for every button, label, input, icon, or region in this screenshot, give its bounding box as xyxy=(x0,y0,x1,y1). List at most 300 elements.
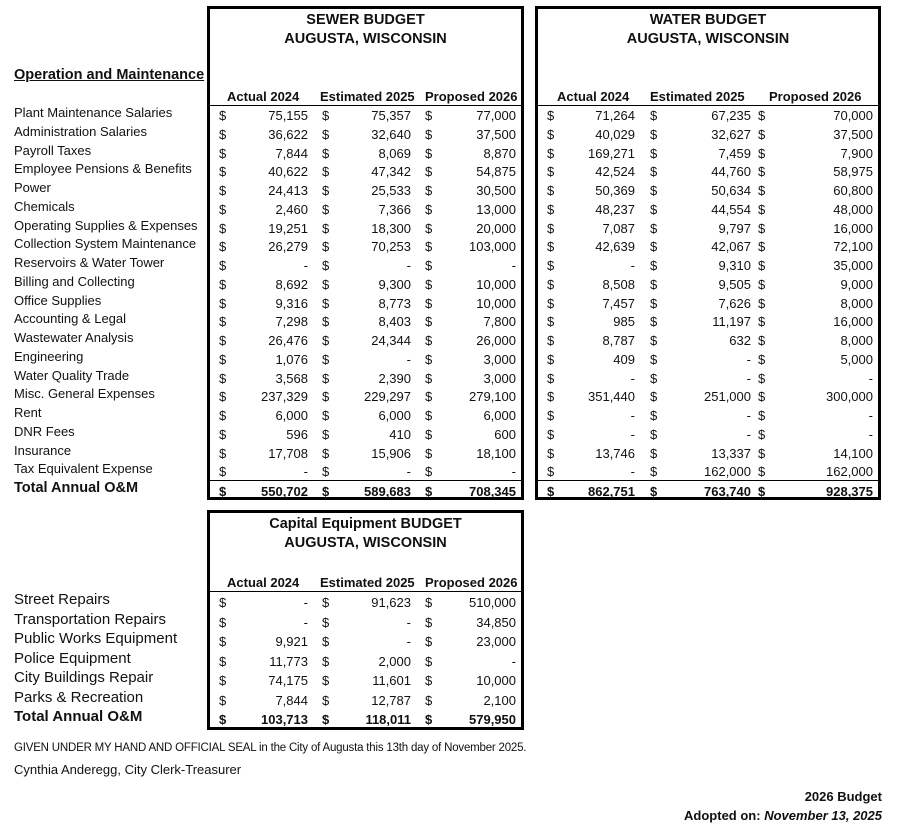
cell-value: - xyxy=(746,370,751,386)
currency-symbol: $ xyxy=(425,164,433,180)
currency-symbol: $ xyxy=(758,239,766,255)
water-col-actual-2024: Actual 2024 xyxy=(557,89,630,104)
cell-value: 2,100 xyxy=(483,692,516,708)
sewer-col-proposed-2026: Proposed 2026 xyxy=(425,89,518,104)
water-row xyxy=(538,144,878,163)
cell-value: 862,751 xyxy=(588,484,635,499)
capital-row xyxy=(210,671,521,690)
currency-symbol: $ xyxy=(425,201,433,217)
capital-row xyxy=(210,593,521,612)
currency-symbol: $ xyxy=(219,126,227,142)
cell-value: 103,713 xyxy=(261,712,308,727)
cell-value: 60,800 xyxy=(833,183,873,198)
row-label: Tax Equivalent Expense xyxy=(14,461,153,477)
currency-symbol: $ xyxy=(322,295,330,311)
currency-symbol: $ xyxy=(650,333,658,348)
water-row xyxy=(538,256,878,275)
cell-value: 7,366 xyxy=(378,201,411,217)
sewer-row xyxy=(210,294,521,313)
cell-value: 30,500 xyxy=(476,183,516,198)
row-label: Transportation Repairs xyxy=(14,610,167,628)
currency-symbol: $ xyxy=(425,445,433,461)
currency-symbol: $ xyxy=(547,314,555,330)
row-label: Collection System Maintenance xyxy=(14,236,197,252)
cell-value: 91,623 xyxy=(371,595,411,610)
capital-row xyxy=(210,691,521,710)
currency-symbol: $ xyxy=(219,164,227,180)
cell-value: 40,029 xyxy=(595,126,635,142)
currency-symbol: $ xyxy=(650,164,658,180)
adopted-date: November 13, 2025 xyxy=(764,808,882,823)
adopted-line xyxy=(684,808,882,823)
currency-symbol: $ xyxy=(219,673,227,688)
currency-symbol: $ xyxy=(758,426,766,442)
currency-symbol: $ xyxy=(758,183,766,198)
currency-symbol: $ xyxy=(758,201,766,217)
cell-value: 7,087 xyxy=(602,220,635,236)
cell-value: 8,069 xyxy=(378,145,411,161)
water-row xyxy=(538,275,878,294)
currency-symbol: $ xyxy=(322,276,330,292)
cell-value: 7,900 xyxy=(840,145,873,161)
cell-value: 9,797 xyxy=(718,220,751,236)
cell-value: 410 xyxy=(389,426,411,442)
cell-value: 169,271 xyxy=(588,145,635,161)
currency-symbol: $ xyxy=(650,108,658,123)
row-label: Chemicals xyxy=(14,198,75,214)
sewer-row xyxy=(210,181,521,200)
cell-value: - xyxy=(630,258,635,273)
header-divider xyxy=(210,591,521,592)
cell-value: - xyxy=(630,408,635,423)
cell-value: 26,279 xyxy=(268,239,308,255)
cell-value: 6,000 xyxy=(275,408,308,423)
row-label: Billing and Collecting xyxy=(14,273,135,289)
currency-symbol: $ xyxy=(650,370,658,386)
currency-symbol: $ xyxy=(219,239,227,255)
cell-value: 589,683 xyxy=(364,484,411,499)
cell-value: 708,345 xyxy=(469,484,516,499)
row-label: Public Works Equipment xyxy=(14,630,178,647)
currency-symbol: $ xyxy=(219,426,227,442)
currency-symbol: $ xyxy=(322,126,330,142)
cell-value: 24,344 xyxy=(371,333,411,348)
cell-value: 42,524 xyxy=(595,164,635,180)
capital-subtitle: AUGUSTA, WISCONSIN xyxy=(284,535,447,551)
sewer-subtitle: AUGUSTA, WISCONSIN xyxy=(284,31,447,47)
currency-symbol: $ xyxy=(547,220,555,236)
currency-symbol: $ xyxy=(219,370,227,386)
row-label: Rent xyxy=(14,405,42,420)
water-budget-table xyxy=(535,6,881,500)
cell-value: 32,627 xyxy=(711,126,751,142)
currency-symbol: $ xyxy=(650,239,658,255)
currency-symbol: $ xyxy=(425,653,433,669)
cell-value: 351,440 xyxy=(588,389,635,405)
cell-value: - xyxy=(746,351,751,367)
capital-budget-table xyxy=(207,510,524,730)
currency-symbol: $ xyxy=(547,370,555,386)
cell-value: 3,568 xyxy=(275,370,308,386)
currency-symbol: $ xyxy=(322,201,330,217)
currency-symbol: $ xyxy=(650,220,658,236)
cell-value: 118,011 xyxy=(365,712,411,727)
cell-value: 50,369 xyxy=(595,183,635,198)
cell-value: 229,297 xyxy=(364,389,411,405)
row-label: Wastewater Analysis xyxy=(14,330,134,345)
currency-symbol: $ xyxy=(650,351,658,367)
capital-col-estimated-2025: Estimated 2025 xyxy=(320,575,415,590)
currency-symbol: $ xyxy=(219,653,227,669)
water-col-proposed-2026: Proposed 2026 xyxy=(769,89,862,104)
cell-value: 409 xyxy=(613,351,635,367)
budget-label: 2026 Budget xyxy=(804,789,882,804)
cell-value: 19,251 xyxy=(268,220,308,236)
row-label: Office Supplies xyxy=(14,292,102,308)
water-title: WATER BUDGET xyxy=(649,12,767,28)
section-heading: Operation and Maintenance xyxy=(14,67,205,83)
water-row xyxy=(538,162,878,181)
cell-value: 8,000 xyxy=(840,295,873,311)
currency-symbol: $ xyxy=(322,164,330,180)
currency-symbol: $ xyxy=(322,634,330,649)
water-row xyxy=(538,106,878,125)
cell-value: 6,000 xyxy=(483,408,516,423)
currency-symbol: $ xyxy=(322,426,330,442)
currency-symbol: $ xyxy=(322,464,330,480)
water-subtitle: AUGUSTA, WISCONSIN xyxy=(626,31,790,47)
cell-value: - xyxy=(303,595,308,610)
cell-value: 9,310 xyxy=(718,258,751,273)
cell-value: 8,403 xyxy=(378,314,411,330)
currency-symbol: $ xyxy=(547,108,555,123)
cell-value: - xyxy=(630,464,635,480)
water-col-estimated-2025: Estimated 2025 xyxy=(650,89,745,104)
cell-value: 34,850 xyxy=(476,614,516,630)
capital-col-actual-2024: Actual 2024 xyxy=(227,575,300,590)
cell-value: 25,533 xyxy=(371,183,411,198)
cell-value: 7,459 xyxy=(718,145,751,161)
cell-value: 23,000 xyxy=(476,634,516,649)
currency-symbol: $ xyxy=(322,673,330,688)
cell-value: 16,000 xyxy=(833,314,873,330)
currency-symbol: $ xyxy=(219,389,227,405)
cell-value: - xyxy=(868,408,873,423)
currency-symbol: $ xyxy=(758,445,766,461)
water-row xyxy=(538,237,878,256)
cell-value: 10,000 xyxy=(476,276,516,292)
cell-value: - xyxy=(746,408,751,423)
cell-value: 44,554 xyxy=(711,201,751,217)
currency-symbol: $ xyxy=(758,484,766,499)
currency-symbol: $ xyxy=(425,408,433,423)
cell-value: - xyxy=(630,426,635,442)
currency-symbol: $ xyxy=(322,370,330,386)
cell-value: 162,000 xyxy=(704,464,751,480)
cell-value: 75,155 xyxy=(268,108,308,123)
cell-value: 7,457 xyxy=(602,295,635,311)
currency-symbol: $ xyxy=(758,464,766,480)
currency-symbol: $ xyxy=(547,239,555,255)
seal-statement: GIVEN UNDER MY HAND AND OFFICIAL SEAL in the City of Augusta this 13th day of November 2025. xyxy=(14,742,527,754)
currency-symbol: $ xyxy=(322,595,330,610)
currency-symbol: $ xyxy=(322,220,330,236)
currency-symbol: $ xyxy=(650,126,658,142)
row-label: Street Repairs xyxy=(14,591,110,608)
water-row xyxy=(538,294,878,313)
currency-symbol: $ xyxy=(758,164,766,180)
cell-value: - xyxy=(868,370,873,386)
cell-value: 44,760 xyxy=(711,164,751,180)
cell-value: 70,253 xyxy=(371,239,411,255)
total-label: Total Annual O&M xyxy=(14,480,139,496)
water-row xyxy=(538,350,878,369)
sewer-row xyxy=(210,369,521,388)
cell-value: 7,844 xyxy=(275,692,308,708)
currency-symbol: $ xyxy=(758,145,766,161)
cell-value: 2,390 xyxy=(378,370,411,386)
cell-value: - xyxy=(406,258,411,273)
water-row xyxy=(538,444,878,463)
currency-symbol: $ xyxy=(758,333,766,348)
currency-symbol: $ xyxy=(547,389,555,405)
water-row xyxy=(538,312,878,331)
water-row xyxy=(538,369,878,388)
row-label: Engineering xyxy=(14,348,84,364)
capital-title: Capital Equipment BUDGET xyxy=(269,516,462,532)
capital-row xyxy=(210,632,521,651)
cell-value: 37,500 xyxy=(476,126,516,142)
capital-row xyxy=(210,613,521,632)
sewer-row xyxy=(210,425,521,444)
currency-symbol: $ xyxy=(322,351,330,367)
cell-value: 10,000 xyxy=(476,295,516,311)
cell-value: 37,500 xyxy=(833,126,873,142)
currency-symbol: $ xyxy=(322,183,330,198)
currency-symbol: $ xyxy=(758,258,766,273)
currency-symbol: $ xyxy=(547,201,555,217)
water-row xyxy=(538,219,878,238)
sewer-row xyxy=(210,387,521,406)
cell-value: - xyxy=(303,258,308,273)
cell-value: - xyxy=(406,464,411,480)
currency-symbol: $ xyxy=(650,426,658,442)
adopted-prefix: Adopted on: xyxy=(684,808,761,823)
currency-symbol: $ xyxy=(219,201,227,217)
cell-value: 8,773 xyxy=(378,295,411,311)
water-row xyxy=(538,181,878,200)
cell-value: - xyxy=(406,614,411,630)
sewer-row xyxy=(210,219,521,238)
sewer-row xyxy=(210,312,521,331)
currency-symbol: $ xyxy=(322,445,330,461)
row-label: Police Equipment xyxy=(14,649,131,667)
currency-symbol: $ xyxy=(322,653,330,669)
cell-value: 26,476 xyxy=(268,333,308,348)
cell-value: 7,626 xyxy=(718,295,751,311)
cell-value: 596 xyxy=(286,426,308,442)
currency-symbol: $ xyxy=(219,295,227,311)
currency-symbol: $ xyxy=(322,614,330,630)
currency-symbol: $ xyxy=(650,183,658,198)
cell-value: 13,337 xyxy=(711,445,751,461)
cell-value: 6,000 xyxy=(378,408,411,423)
total-label: Total Annual O&M xyxy=(14,708,143,725)
currency-symbol: $ xyxy=(547,276,555,292)
currency-symbol: $ xyxy=(219,333,227,348)
currency-symbol: $ xyxy=(425,426,433,442)
row-label: Power xyxy=(14,180,51,195)
currency-symbol: $ xyxy=(650,389,658,405)
sewer-row xyxy=(210,144,521,163)
water-row xyxy=(538,200,878,219)
cell-value: 2,000 xyxy=(378,653,411,669)
cell-value: 579,950 xyxy=(469,712,516,727)
sewer-row xyxy=(210,275,521,294)
currency-symbol: $ xyxy=(758,108,766,123)
cell-value: 42,639 xyxy=(595,239,635,255)
currency-symbol: $ xyxy=(425,183,433,198)
currency-symbol: $ xyxy=(425,276,433,292)
cell-value: 9,921 xyxy=(275,634,308,649)
sewer-row xyxy=(210,237,521,256)
currency-symbol: $ xyxy=(219,258,227,273)
cell-value: 26,000 xyxy=(476,333,516,348)
currency-symbol: $ xyxy=(322,692,330,708)
currency-symbol: $ xyxy=(219,220,227,236)
cell-value: 7,844 xyxy=(275,145,308,161)
cell-value: - xyxy=(511,464,516,480)
currency-symbol: $ xyxy=(425,314,433,330)
currency-symbol: $ xyxy=(758,276,766,292)
currency-symbol: $ xyxy=(425,333,433,348)
currency-symbol: $ xyxy=(650,295,658,311)
currency-symbol: $ xyxy=(425,692,433,708)
row-label: Plant Maintenance Salaries xyxy=(14,105,173,120)
currency-symbol: $ xyxy=(547,126,555,142)
currency-symbol: $ xyxy=(650,484,658,499)
currency-symbol: $ xyxy=(547,333,555,348)
currency-symbol: $ xyxy=(547,408,555,423)
currency-symbol: $ xyxy=(650,408,658,423)
sewer-row xyxy=(210,331,521,350)
sewer-row xyxy=(210,125,521,144)
currency-symbol: $ xyxy=(322,108,330,123)
currency-symbol: $ xyxy=(547,164,555,180)
currency-symbol: $ xyxy=(547,258,555,273)
cell-value: 20,000 xyxy=(476,220,516,236)
cell-value: 40,622 xyxy=(268,164,308,180)
currency-symbol: $ xyxy=(219,614,227,630)
cell-value: 279,100 xyxy=(469,389,516,405)
sewer-row xyxy=(210,462,521,481)
cell-value: 70,000 xyxy=(833,108,873,123)
cell-value: 47,342 xyxy=(371,164,411,180)
signatory: Cynthia Anderegg, City Clerk-Treasurer xyxy=(14,762,242,777)
cell-value: - xyxy=(868,426,873,442)
sewer-row xyxy=(210,106,521,125)
cell-value: 14,100 xyxy=(833,445,873,461)
cell-value: - xyxy=(630,370,635,386)
cell-value: - xyxy=(303,464,308,480)
cell-value: 600 xyxy=(494,426,516,442)
cell-value: 9,300 xyxy=(378,276,411,292)
cell-value: 162,000 xyxy=(826,464,873,480)
currency-symbol: $ xyxy=(219,276,227,292)
currency-symbol: $ xyxy=(425,484,433,499)
sewer-budget-table xyxy=(207,6,524,500)
currency-symbol: $ xyxy=(758,220,766,236)
currency-symbol: $ xyxy=(425,108,433,123)
row-label: Payroll Taxes xyxy=(14,142,92,158)
cell-value: 7,298 xyxy=(275,314,308,330)
capital-total-row xyxy=(210,710,521,729)
currency-symbol: $ xyxy=(547,183,555,198)
currency-symbol: $ xyxy=(322,258,330,273)
cell-value: 300,000 xyxy=(826,389,873,405)
cell-value: 8,692 xyxy=(275,276,308,292)
cell-value: 71,264 xyxy=(595,108,635,123)
cell-value: 13,000 xyxy=(476,201,516,217)
cell-value: 632 xyxy=(729,333,751,348)
currency-symbol: $ xyxy=(425,464,433,480)
sewer-row xyxy=(210,350,521,369)
cell-value: 72,100 xyxy=(833,239,873,255)
currency-symbol: $ xyxy=(322,145,330,161)
currency-symbol: $ xyxy=(650,201,658,217)
currency-symbol: $ xyxy=(425,145,433,161)
currency-symbol: $ xyxy=(758,408,766,423)
row-label: Accounting & Legal xyxy=(14,311,127,327)
cell-value: 928,375 xyxy=(826,484,873,499)
cell-value: 7,800 xyxy=(483,314,516,330)
water-row xyxy=(538,462,878,481)
cell-value: 3,000 xyxy=(483,351,516,367)
cell-value: 9,505 xyxy=(718,276,751,292)
currency-symbol: $ xyxy=(547,351,555,367)
cell-value: 42,067 xyxy=(711,239,751,255)
currency-symbol: $ xyxy=(425,389,433,405)
currency-symbol: $ xyxy=(547,484,555,499)
cell-value: 10,000 xyxy=(476,673,516,688)
sewer-total-row xyxy=(210,482,521,501)
row-label: Reservoirs & Water Tower xyxy=(14,255,165,270)
cell-value: - xyxy=(511,258,516,273)
sewer-title: SEWER BUDGET xyxy=(306,12,425,28)
cell-value: 763,740 xyxy=(704,484,751,499)
currency-symbol: $ xyxy=(425,220,433,236)
cell-value: - xyxy=(511,653,516,669)
water-row xyxy=(538,331,878,350)
currency-symbol: $ xyxy=(425,614,433,630)
cell-value: 18,100 xyxy=(476,445,516,461)
currency-symbol: $ xyxy=(219,692,227,708)
currency-symbol: $ xyxy=(547,445,555,461)
sewer-row xyxy=(210,406,521,425)
currency-symbol: $ xyxy=(650,258,658,273)
sewer-col-actual-2024: Actual 2024 xyxy=(227,89,300,104)
currency-symbol: $ xyxy=(425,295,433,311)
currency-symbol: $ xyxy=(758,126,766,142)
cell-value: 11,601 xyxy=(372,673,411,688)
currency-symbol: $ xyxy=(219,484,227,499)
currency-symbol: $ xyxy=(219,595,227,610)
currency-symbol: $ xyxy=(322,314,330,330)
cell-value: 67,235 xyxy=(711,108,751,123)
cell-value: 24,413 xyxy=(268,183,308,198)
water-row xyxy=(538,406,878,425)
cell-value: 8,000 xyxy=(840,333,873,348)
